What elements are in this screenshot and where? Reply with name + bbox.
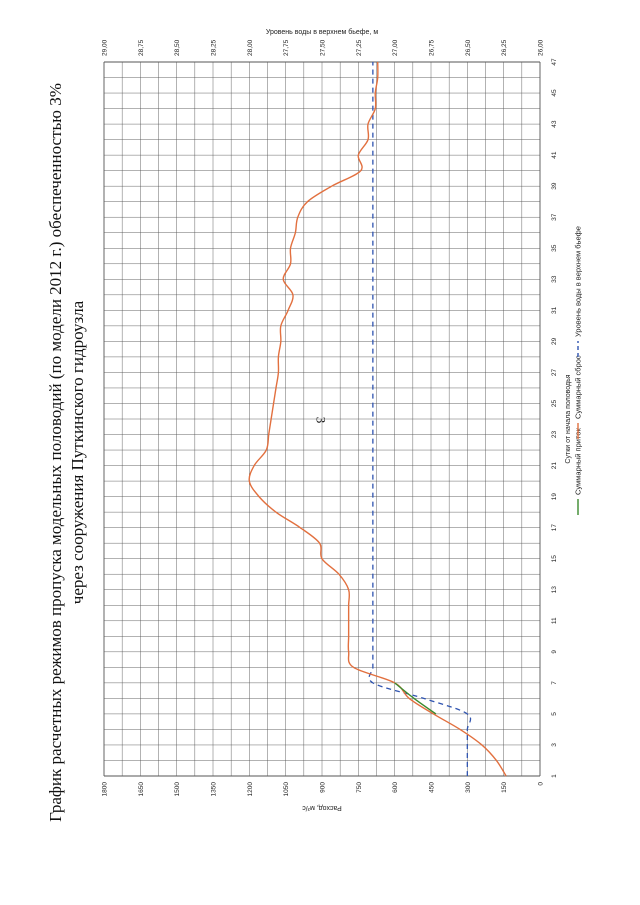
left-y-tick-label: 600 [392, 782, 400, 793]
chart-title-line-2: через сооружения Путкинского гидроузла [68, 300, 87, 605]
x-tick-label: 17 [551, 524, 558, 532]
right-y-tick-label: 26,75 [428, 39, 436, 56]
page-number: 3 [313, 416, 328, 424]
right-y-tick-label: 26,50 [464, 39, 472, 56]
x-tick-label: 23 [551, 430, 558, 439]
chart-title-line-1: График расчетных режимов пропуска модельных половодий (по модели 2012 г.) обеспеченностью 3% [46, 83, 65, 822]
x-tick-label: 29 [551, 337, 558, 346]
x-tick-label: 35 [551, 244, 558, 252]
x-tick-label: 11 [551, 617, 558, 625]
x-tick-label: 25 [551, 399, 558, 408]
x-tick-label: 21 [551, 461, 558, 470]
legend-label: Суммарный приток [573, 428, 583, 495]
x-tick-label: 41 [551, 151, 558, 159]
x-tick-label: 27 [551, 368, 558, 377]
right-y-tick-label: 27,50 [319, 39, 327, 56]
x-tick-label: 5 [551, 712, 558, 716]
left-y-axis-label: Расход, м³/с [302, 804, 342, 811]
left-y-tick-label: 150 [501, 782, 509, 793]
x-tick-label: 31 [551, 306, 558, 314]
left-y-tick-label: 0 [537, 782, 545, 786]
x-tick-label: 47 [551, 58, 558, 66]
x-tick-label: 1 [551, 774, 558, 778]
x-tick-label: 43 [551, 120, 558, 128]
right-y-tick-label: 26,25 [501, 39, 509, 56]
right-y-tick-label: 28,25 [210, 39, 218, 56]
right-y-tick-label: 28,75 [137, 39, 145, 56]
x-tick-label: 15 [551, 555, 558, 563]
x-tick-label: 7 [551, 681, 558, 685]
left-y-tick-label: 1050 [283, 782, 291, 797]
x-tick-label: 39 [551, 182, 558, 190]
left-y-tick-label: 750 [355, 782, 363, 793]
right-y-tick-label: 27,25 [355, 39, 363, 56]
left-y-tick-label: 300 [464, 782, 472, 793]
left-y-tick-label: 1650 [137, 782, 145, 797]
x-tick-label: 33 [551, 275, 558, 283]
left-y-tick-label: 1350 [210, 782, 218, 797]
legend [574, 226, 583, 515]
left-y-tick-label: 1200 [246, 782, 254, 797]
left-y-tick-label: 450 [428, 782, 436, 793]
left-y-tick-label: 1500 [174, 782, 182, 797]
legend-label: Уровень воды в верхнем бьефе [573, 226, 583, 337]
right-y-tick-label: 26,00 [537, 39, 545, 56]
right-y-tick-label: 27,00 [392, 39, 400, 56]
right-y-tick-label: 28,50 [174, 39, 182, 56]
legend-label: Суммарный сброс [573, 355, 583, 419]
right-y-axis-label: Уровень воды в верхнем бьефе, м [265, 29, 379, 36]
right-y-tick-label: 28,00 [246, 39, 254, 56]
x-tick-label: 37 [551, 213, 558, 221]
x-tick-label: 45 [551, 89, 558, 97]
right-y-tick-label: 29,00 [101, 39, 109, 56]
left-y-tick-label: 900 [319, 782, 327, 793]
grid [104, 62, 540, 776]
x-tick-label: 19 [551, 492, 558, 501]
x-tick-label: 9 [551, 650, 558, 654]
x-tick-label: 3 [551, 743, 558, 747]
x-axis-label: Сутки от начала половодья [565, 374, 572, 464]
right-y-tick-label: 27,75 [283, 39, 291, 56]
left-y-tick-label: 1800 [101, 782, 109, 797]
x-tick-label: 13 [551, 586, 558, 594]
